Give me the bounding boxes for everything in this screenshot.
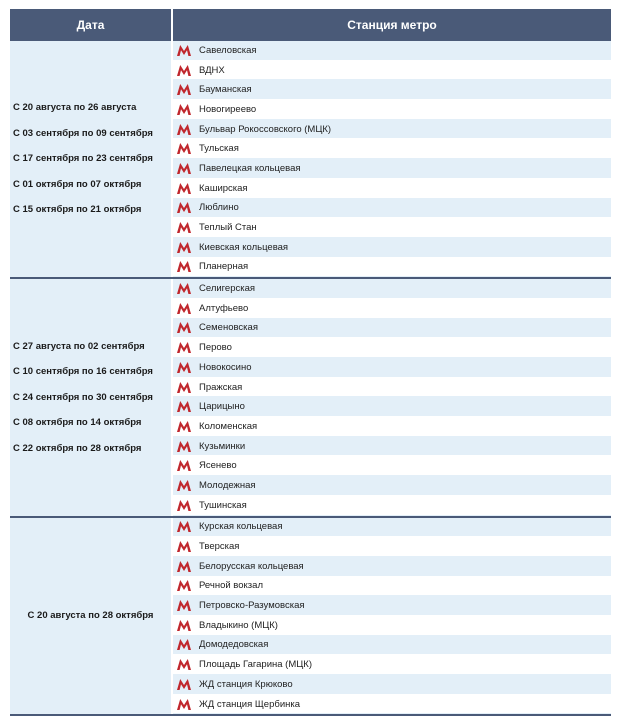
station-row xyxy=(173,496,611,516)
metro-icon xyxy=(177,561,191,572)
metro-icon xyxy=(177,521,191,532)
station-name: Речной вокзал xyxy=(199,580,263,592)
station-row xyxy=(173,437,611,457)
metro-icon xyxy=(177,620,191,631)
station-name: Семеновская xyxy=(199,322,258,334)
station-name: Бульвар Рокоссовского (МЦК) xyxy=(199,123,332,135)
station-name: ЖД станция Щербинка xyxy=(199,698,301,710)
date-range: С 15 октября по 21 октября xyxy=(13,204,142,216)
metro-icon xyxy=(177,143,191,154)
metro-icon xyxy=(177,639,191,650)
station-name: Молодежная xyxy=(199,479,256,491)
station-row xyxy=(173,218,611,238)
metro-icon xyxy=(177,84,191,95)
metro-icon xyxy=(177,202,191,213)
station-name: Новогиреево xyxy=(199,103,257,115)
station-name: Каширская xyxy=(199,182,248,194)
station-row xyxy=(173,159,611,179)
station-row xyxy=(173,417,611,437)
station-row xyxy=(173,557,611,577)
date-cell xyxy=(10,41,173,277)
station-name: Петровско-Разумовская xyxy=(199,600,305,612)
station-row xyxy=(173,518,611,538)
station-row xyxy=(173,319,611,339)
station-row xyxy=(173,456,611,476)
station-row xyxy=(173,258,611,278)
station-row xyxy=(173,675,611,695)
metro-icon xyxy=(177,124,191,135)
station-name: Домодедовская xyxy=(199,639,269,651)
station-row xyxy=(173,179,611,199)
metro-icon xyxy=(177,441,191,452)
metro-icon xyxy=(177,183,191,194)
station-name: ВДНХ xyxy=(199,64,225,76)
metro-icon xyxy=(177,679,191,690)
station-list xyxy=(173,518,611,715)
station-name: Тушинская xyxy=(199,499,247,511)
metro-icon xyxy=(177,362,191,373)
station-row xyxy=(173,636,611,656)
station-row xyxy=(173,358,611,378)
metro-icon xyxy=(177,342,191,353)
metro-icon xyxy=(177,261,191,272)
station-row xyxy=(173,596,611,616)
metro-icon xyxy=(177,600,191,611)
schedule-group xyxy=(10,41,611,279)
schedule-group xyxy=(10,279,611,517)
date-range: С 17 сентября по 23 сентября xyxy=(13,153,153,165)
station-row xyxy=(173,299,611,319)
schedule-table xyxy=(10,9,611,716)
station-column-header: Станция метро xyxy=(347,18,437,32)
metro-icon xyxy=(177,382,191,393)
station-row xyxy=(173,577,611,597)
station-row xyxy=(173,279,611,299)
station-name: ЖД станция Крюково xyxy=(199,678,293,690)
station-name: Ясенево xyxy=(199,460,237,472)
metro-icon xyxy=(177,541,191,552)
station-name: Площадь Гагарина (МЦК) xyxy=(199,659,312,671)
station-name: Киевская кольцевая xyxy=(199,241,289,253)
station-name: Царицыно xyxy=(199,401,245,413)
station-name: Владыкино (МЦК) xyxy=(199,619,278,631)
station-row xyxy=(173,338,611,358)
date-cell xyxy=(10,518,173,715)
metro-icon xyxy=(177,659,191,670)
station-name: Новокосино xyxy=(199,361,252,373)
metro-icon xyxy=(177,242,191,253)
date-range: С 24 сентября по 30 сентября xyxy=(13,391,153,403)
station-row xyxy=(173,120,611,140)
metro-icon xyxy=(177,163,191,174)
date-range: С 01 октября по 07 октября xyxy=(13,178,142,190)
metro-icon xyxy=(177,480,191,491)
station-row xyxy=(173,695,611,715)
station-row xyxy=(173,199,611,219)
station-row xyxy=(173,139,611,159)
metro-icon xyxy=(177,500,191,511)
station-name: Тверская xyxy=(199,541,240,553)
station-row xyxy=(173,80,611,100)
date-column-header: Дата xyxy=(10,9,173,41)
station-row xyxy=(173,616,611,636)
station-row xyxy=(173,378,611,398)
metro-icon xyxy=(177,283,191,294)
metro-icon xyxy=(177,460,191,471)
station-row xyxy=(173,397,611,417)
date-range: С 03 сентября по 09 сентября xyxy=(13,127,153,139)
metro-icon xyxy=(177,45,191,56)
metro-icon xyxy=(177,65,191,76)
station-name: Пражская xyxy=(199,381,243,393)
metro-icon xyxy=(177,421,191,432)
station-name: Планерная xyxy=(199,261,249,273)
station-row xyxy=(173,61,611,81)
station-name: Кузьминки xyxy=(199,440,246,452)
station-name: Белорусская кольцевая xyxy=(199,560,304,572)
date-range: С 22 октября по 28 октября xyxy=(13,442,142,454)
station-list xyxy=(173,279,611,515)
metro-icon xyxy=(177,222,191,233)
station-name: Теплый Стан xyxy=(199,222,257,234)
station-name: Коломенская xyxy=(199,420,258,432)
station-list xyxy=(173,41,611,277)
metro-icon xyxy=(177,580,191,591)
station-name: Курская кольцевая xyxy=(199,521,283,533)
metro-icon xyxy=(177,322,191,333)
date-range: С 10 сентября по 16 сентября xyxy=(13,366,153,378)
schedule-group xyxy=(10,518,611,717)
metro-icon xyxy=(177,104,191,115)
table-header xyxy=(10,9,611,41)
station-name: Алтуфьево xyxy=(199,302,249,314)
date-range: С 20 августа по 26 августа xyxy=(13,102,137,114)
table-body xyxy=(10,41,611,716)
station-row xyxy=(173,238,611,258)
station-name: Люблино xyxy=(199,202,239,214)
date-cell xyxy=(10,279,173,515)
station-name: Савеловская xyxy=(199,44,257,56)
station-row xyxy=(173,655,611,675)
date-range: С 27 августа по 02 сентября xyxy=(13,340,145,352)
station-row xyxy=(173,476,611,496)
metro-icon xyxy=(177,699,191,710)
station-name: Перово xyxy=(199,342,232,354)
station-name: Тульская xyxy=(199,143,239,155)
metro-icon xyxy=(177,401,191,412)
station-name: Селигерская xyxy=(199,283,256,295)
metro-icon xyxy=(177,303,191,314)
station-row xyxy=(173,537,611,557)
date-range: С 20 августа по 28 октября xyxy=(27,610,154,622)
station-row xyxy=(173,41,611,61)
station-name: Павелецкая кольцевая xyxy=(199,162,301,174)
date-range: С 08 октября по 14 октября xyxy=(13,417,142,429)
station-row xyxy=(173,100,611,120)
station-name: Бауманская xyxy=(199,84,252,96)
